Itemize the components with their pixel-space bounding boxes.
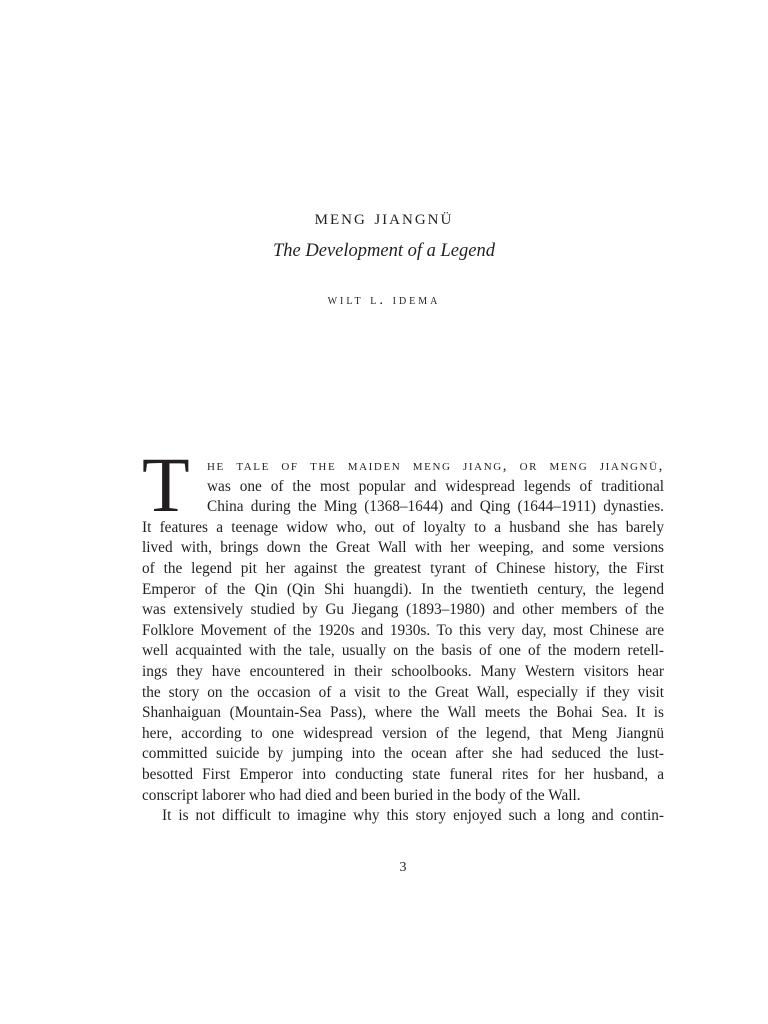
body-line: committed suicide by jumping into the ocean after she had seduced the lust-: [142, 745, 664, 763]
body-line: conscript laborer who had died and been buried in the body of the Wall.: [142, 786, 581, 804]
body-line: Shanhaiguan (Mountain-Sea Pass), where the Wall meets the Bohai Sea. It is: [142, 704, 664, 722]
body-line: was extensively studied by Gu Jiegang (1893–1980) and other members of the: [142, 601, 664, 619]
page-number: 3: [399, 860, 407, 875]
body-line: It is not difficult to imagine why this story enjoyed such a long and contin-: [162, 807, 664, 825]
body-line: well acquainted with the tale, usually on the basis of one of the modern retell-: [142, 642, 664, 660]
body-line: lived with, brings down the Great Wall with her weeping, and some versions: [142, 539, 664, 557]
body-line: besotted First Emperor into conducting state funeral rites for her husband, a: [142, 765, 664, 783]
body-line: It features a teenage widow who, out of loyalty to a husband she has barely: [142, 518, 664, 536]
body-line: here, according to one widespread version of the legend, that Meng Jiangnü: [142, 724, 664, 742]
chapter-title: meng jiangnü: [314, 204, 454, 229]
body-line: of the legend pit her against the greatest tyrant of Chinese history, the First: [142, 559, 664, 577]
body-text: [142, 456, 664, 827]
body-line: [142, 456, 664, 477]
body-line: was one of the most popular and widespread legends of traditional: [207, 477, 664, 495]
body-line: Emperor of the Qin (Qin Shi huangdi). In the twentieth century, the legend: [142, 580, 664, 598]
body-line: Folklore Movement of the 1920s and 1930s. To this very day, most Chinese are: [142, 621, 664, 639]
body-line: China during the Ming (1368–1644) and Qing (1644–1911) dynasties.: [207, 498, 664, 516]
chapter-author: wilt l. idema: [327, 292, 441, 308]
body-line: ings they have encountered in their schoolbooks. Many Western visitors hear: [142, 662, 664, 680]
drop-cap: T: [142, 441, 190, 528]
lead-smallcaps: he tale of the maiden meng jiang, or meng jiangnü,: [207, 458, 664, 474]
body-line: the story on the occasion of a visit to the Great Wall, especially if they visit: [142, 683, 664, 701]
chapter-subtitle: The Development of a Legend: [273, 241, 495, 261]
